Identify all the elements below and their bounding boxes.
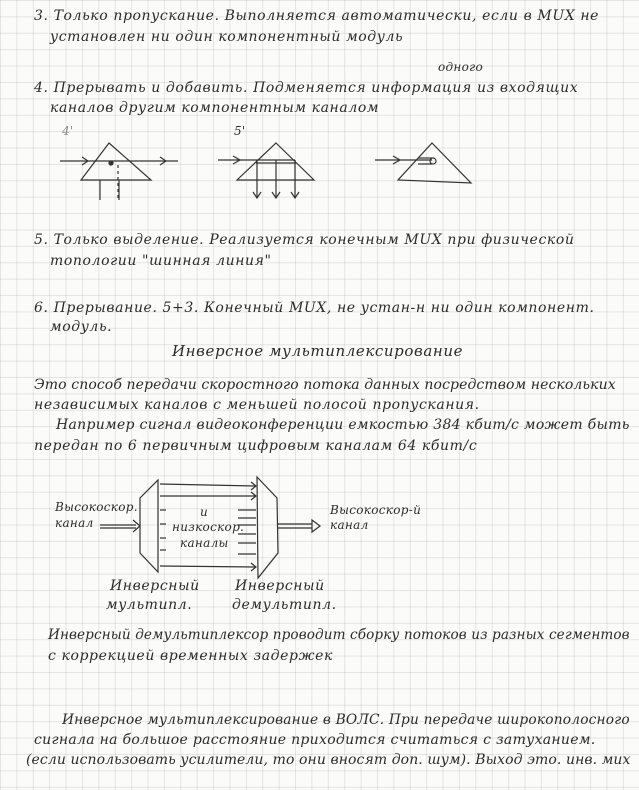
center-label-1: и [200, 505, 209, 519]
item6-line2: модуль. [50, 319, 113, 335]
para4-line1: Инверсное мультиплексирование в ВОЛС. При передаче широкополосного [62, 712, 630, 728]
input-label-2: канал [55, 516, 94, 530]
section-p2-line1: Например сигнал видеоконференции емкостью 384 кбит/с может быть [56, 417, 630, 433]
output-label-2: канал [330, 518, 369, 532]
para4-line3: (если использовать усилители, то они вносят доп. шум). Выход это. инв. мux [26, 752, 631, 768]
figure-add-drop-prism [60, 143, 178, 200]
figure-pass-prism [375, 143, 471, 183]
para3-line1: Инверсный демультиплексор проводит сборку потоков из разных сегментов [48, 627, 630, 643]
para4-line2: сигнала на большое расстояние приходится считаться с затуханием. [34, 732, 596, 748]
item5-line1: 5. Только выделение. Реализуется конечным MUX при физической [34, 232, 575, 248]
demux-label-1: Инверсный [235, 578, 325, 594]
figure-drop-prism [218, 143, 314, 198]
item4-insert: одного [438, 60, 484, 74]
item3-line1: 3. Только пропускание. Выполняется автоматически, если в MUX не [34, 8, 600, 24]
item5-line2: топологии "шинная линия" [50, 253, 272, 269]
para3-line2: с коррекцией временных задержек [48, 648, 333, 664]
center-label-2: низкоскор. [172, 520, 245, 534]
demux-label-2: демультипл. [232, 597, 337, 613]
mux-label-2: мультипл. [106, 597, 193, 613]
item4-line1: 4. Прерывать и добавить. Подменяется информация из входящих [34, 80, 579, 96]
center-label-3: каналы [180, 536, 229, 550]
output-label-1: Высокоскор-й [330, 503, 422, 517]
input-label-1: Высокоскор. [55, 500, 138, 514]
item6-line1: 6. Прерывание. 5+3. Конечный MUX, не устан-н ни один компонент. [34, 300, 595, 316]
item4-line2: каналов другим компонентным каналом [50, 100, 380, 116]
item3-line2: установлен ни один компонентный модуль [50, 29, 404, 45]
section-p2-line2: передан по 6 первичным цифровым каналам 64 кбит/с [34, 438, 478, 454]
section-p1-line1: Это способ передачи скоростного потока данных посредством нескольких [34, 377, 616, 393]
section-title: Инверсное мультиплексирование [172, 342, 464, 360]
mux-label-1: Инверсный [110, 578, 200, 594]
section-p1-line2: независимых каналов с меньшей полосой пропускания. [34, 397, 480, 413]
figure-label-4: 4' [62, 124, 74, 138]
figure-label-5: 5' [234, 124, 246, 138]
